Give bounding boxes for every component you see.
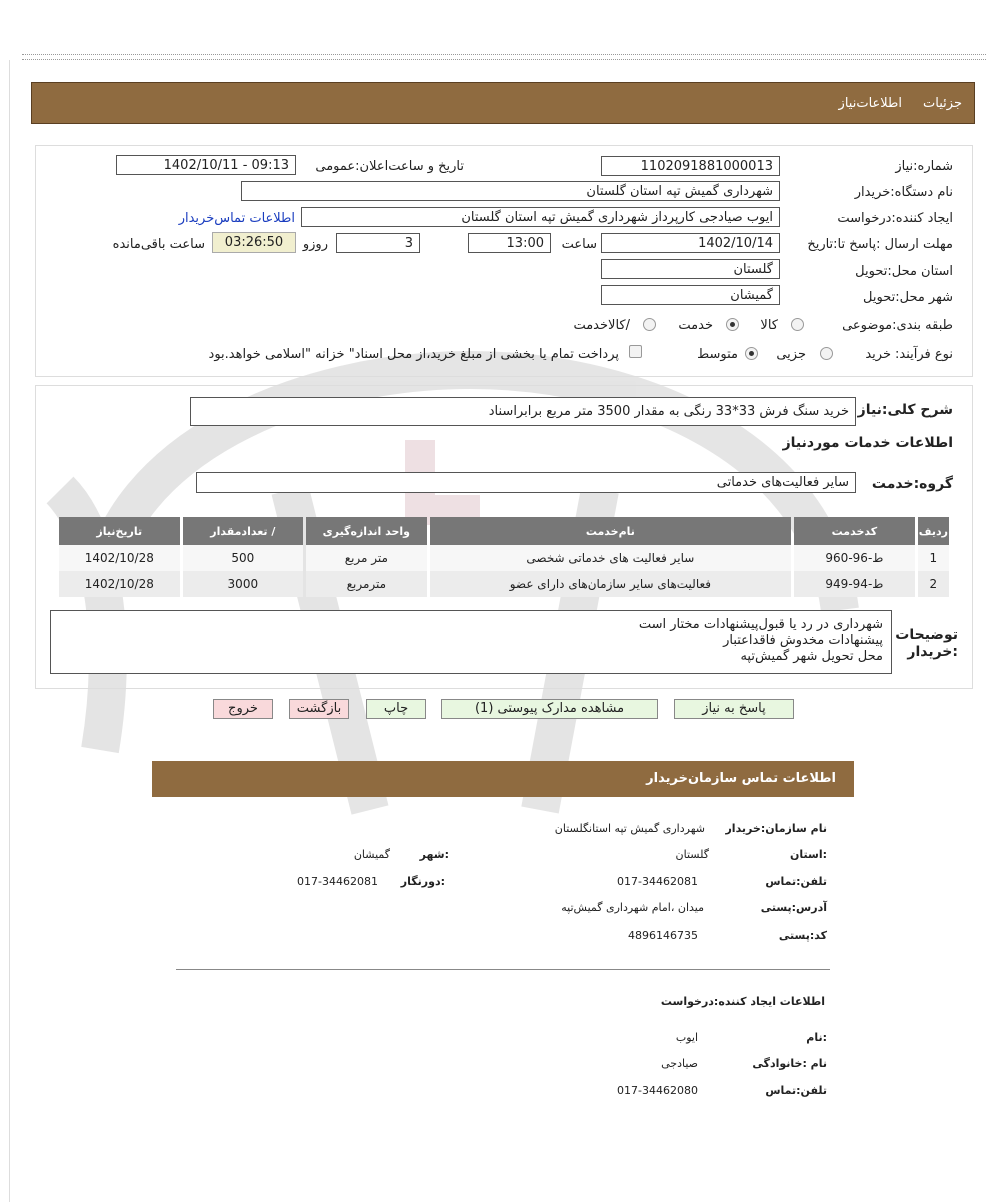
treasury-checkbox[interactable] (629, 345, 642, 358)
family-label: نام :خانوادگی (752, 1057, 827, 1070)
group-field: سایر فعالیت‌های خدماتی (196, 472, 856, 493)
tab-need-info[interactable]: اطلاعات‌نیاز (838, 96, 902, 111)
city-label-2: :شهر (419, 848, 449, 861)
summary-field: خرید سنگ فرش 33*33 رنگی به مقدار 3500 متر مربع برابراسناد (190, 397, 856, 426)
cell-name: فعالیت‌های سایر سازمان‌های دارای عضو (430, 571, 792, 597)
remaining-timer: 03:26:50 (212, 232, 296, 253)
exit-button[interactable]: خروج (213, 699, 273, 719)
days-label: روزو (302, 237, 328, 252)
table-row (59, 545, 949, 571)
radio-minor-label: جزیی (776, 347, 806, 362)
announce-field: 1402/10/11 - 09:13 (116, 155, 296, 175)
page-header (31, 82, 975, 124)
table-row (59, 571, 949, 597)
need-form-panel (35, 145, 973, 377)
col-date: تاریخ‌نیاز (59, 517, 180, 545)
services-title: اطلاعات خدمات موردنیاز (782, 435, 953, 451)
col-name: نام‌خدمت (430, 517, 792, 545)
name-label: :نام (806, 1031, 827, 1044)
province-label: استان محل:تحویل (855, 264, 953, 279)
phone-value: 017-34462081 (617, 875, 698, 888)
process-kharid-label: خرید (865, 347, 891, 362)
notes-line: شهرداری در رد یا قبول‌پیشنهادات مختار است (638, 617, 883, 632)
radio-goods-service-label: /کالاخدمت (573, 318, 630, 333)
creator-phone-label: تلفن:تماس (765, 1084, 827, 1097)
cell-unit: متر مربع (306, 545, 427, 571)
cell-date: 1402/10/28 (59, 571, 180, 597)
creator-phone-value: 017-34462080 (617, 1084, 698, 1097)
time-label: ساعت (561, 237, 597, 252)
services-table (56, 517, 952, 597)
city-value-2: گمیشان (353, 848, 390, 861)
cell-qty: 500 (183, 545, 304, 571)
col-qty: / تعدادمقدار (183, 517, 304, 545)
process-label: نوع فرآیند: (895, 347, 953, 362)
contact-title: اطلاعات تماس سازمان‌خریدار (646, 771, 836, 786)
summary-label: شرح کلی:نیاز (857, 402, 953, 418)
attachments-button[interactable]: مشاهده مدارک پیوستی (1) (441, 699, 658, 719)
notes-line: پیشنهادات مخدوش فاقداعتبار (723, 633, 883, 648)
deadline-label: مهلت ارسال :پاسخ تا:تاریخ (807, 237, 953, 252)
contact-header (152, 761, 854, 797)
category-label: طبقه بندی:موضوعی (842, 318, 953, 333)
radio-minor[interactable] (820, 347, 833, 360)
address-label: آدرس:پستی (760, 901, 827, 914)
cell-code: ط-94-949 (794, 571, 915, 597)
reply-button[interactable]: پاسخ به نیاز (674, 699, 794, 719)
back-button[interactable]: بازگشت (289, 699, 349, 719)
fax-value: 017-34462081 (297, 875, 378, 888)
address-value: میدان ،امام شهرداری گمیش‌تپه (561, 901, 704, 914)
radio-service[interactable] (726, 318, 739, 331)
cell-date: 1402/10/28 (59, 545, 180, 571)
postal-label: کد:پستی (778, 929, 827, 942)
notes-label: توضیحات :خریدار (895, 627, 958, 660)
remaining-label: ساعت باقی‌مانده (112, 237, 205, 252)
print-button[interactable]: چاپ (366, 699, 426, 719)
left-border (9, 60, 10, 1202)
creator-field: ایوب صیادجی کارپرداز شهرداری گمیش تپه استان گلستان (301, 207, 780, 227)
treasury-text: پرداخت تمام یا بخشی از مبلغ خرید،از محل اسناد" خزانه "اسلامی خواهد.بود (208, 347, 619, 362)
radio-goods[interactable] (791, 318, 804, 331)
radio-goods-label: کالا (760, 318, 778, 333)
province-value-2: گلستان (675, 848, 709, 861)
cell-row: 1 (918, 545, 949, 571)
postal-value: 4896146735 (628, 929, 698, 942)
announce-label: تاریخ و ساعت‌اعلان:عمومی (315, 159, 464, 174)
col-unit: واحد اندازه‌گیری (306, 517, 427, 545)
org-value: شهرداری گمیش تپه استانگلستان (554, 822, 705, 835)
need-number-field: 1102091881000013 (601, 156, 780, 176)
radio-service-label: خدمت (678, 318, 713, 333)
province-label-2: :استان (790, 848, 827, 861)
creator-label: ایجاد کننده:درخواست (837, 211, 953, 226)
col-row: ردیف (918, 517, 949, 545)
deadline-time-field: 13:00 (468, 233, 551, 253)
buyer-org-label: نام دستگاه:خریدار (854, 185, 953, 200)
cell-qty: 3000 (183, 571, 304, 597)
creator-section-title: اطلاعات ایجاد کننده:درخواست (660, 995, 825, 1008)
radio-medium[interactable] (745, 347, 758, 360)
cell-name: سایر فعالیت های خدماتی شخصی (430, 545, 792, 571)
name-value: ایوب (675, 1031, 698, 1044)
buyer-org-field: شهرداری گمیش تپه استان گلستان (241, 181, 780, 201)
tab-details[interactable]: جزئیات (923, 96, 962, 111)
group-label: گروه:خدمت (871, 476, 953, 492)
cell-row: 2 (918, 571, 949, 597)
buyer-contact-link[interactable]: اطلاعات تماس‌خریدار (178, 211, 295, 226)
phone-label: تلفن:تماس (765, 875, 827, 888)
col-code: کدخدمت (794, 517, 915, 545)
notes-line: محل تحویل شهر گمیش‌تپه (740, 649, 883, 664)
city-label: شهر محل:تحویل (863, 290, 953, 305)
cell-unit: مترمربع (306, 571, 427, 597)
org-label: نام سازمان:خریدار (725, 822, 827, 835)
family-value: صیادجی (661, 1057, 698, 1070)
province-field: گلستان (601, 259, 780, 279)
need-number-label: شماره:نیاز (895, 159, 953, 174)
radio-goods-service[interactable] (643, 318, 656, 331)
notes-field (50, 610, 892, 674)
city-field: گمیشان (601, 285, 780, 305)
days-field: 3 (336, 233, 420, 253)
cell-code: ط-96-960 (794, 545, 915, 571)
deadline-date-field: 1402/10/14 (601, 233, 780, 253)
fax-label: :دورنگار (400, 875, 445, 888)
contact-divider (176, 969, 830, 970)
radio-medium-label: متوسط (697, 347, 738, 362)
top-divider (22, 54, 986, 60)
